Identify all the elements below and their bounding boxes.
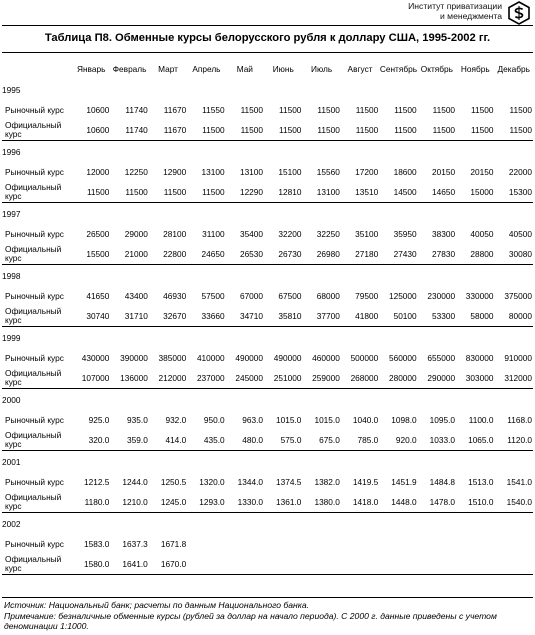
official-rate-cell: 11500 [264, 120, 302, 141]
official-rate-cell: 21000 [110, 244, 148, 265]
market-rate-label: Рыночный курс [5, 538, 64, 549]
year-row [2, 389, 533, 411]
official-rate-cell: 480.0 [226, 430, 264, 451]
market-rate-cell: 430000 [81, 353, 110, 363]
official-rate-row [2, 554, 533, 575]
market-rate-cell: 40050 [470, 229, 494, 239]
title-divider [2, 52, 533, 53]
month-header: Октябрь [420, 63, 453, 74]
official-rate-label: Официальный курс [2, 492, 72, 513]
market-rate-cell: 35400 [239, 229, 264, 239]
official-rate-cell: 359.0 [110, 430, 148, 451]
institute-name-line2: и менеджмента [439, 11, 502, 21]
table-title: Таблица П8. Обменные курсы белорусского рубля к доллару США, 1995-2002 гг. [44, 32, 491, 44]
market-rate-cell: 43400 [124, 291, 148, 301]
market-rate-cell [341, 534, 379, 554]
official-rate-cell: 212000 [149, 368, 187, 389]
market-rate-cell: 31100 [202, 229, 225, 239]
official-rate-cell: 1478.0 [418, 492, 456, 513]
market-rate-cell: 67500 [278, 291, 302, 301]
market-rate-label: Рыночный курс [5, 290, 64, 301]
methodology-note: Примечание: безналичные обменные курсы (рублей за доллар на начало периода). С 2000 г. данные приведены с учетом деноминации 1:1000. [4, 610, 497, 631]
official-rate-row [2, 430, 533, 451]
official-rate-cell: 136000 [110, 368, 148, 389]
month-header: Ноябрь [460, 63, 490, 74]
official-rate-cell: 11740 [110, 120, 148, 141]
official-rate-cell: 1580.0 [72, 554, 110, 575]
market-rate-cell: 57500 [201, 291, 225, 301]
official-rate-cell [456, 554, 494, 575]
official-rate-cell: 11500 [379, 120, 417, 141]
market-rate-cell [302, 534, 340, 554]
official-rate-cell: 26980 [302, 244, 340, 265]
market-rate-cell: 1100.0 [468, 415, 494, 425]
market-rate-cell: 38300 [431, 229, 456, 239]
year-label: 1997 [2, 208, 21, 219]
official-rate-cell [264, 554, 302, 575]
institute-logo-icon [507, 1, 531, 25]
market-rate-cell: 963.0 [242, 415, 264, 425]
official-rate-cell: 32670 [149, 306, 187, 327]
market-rate-cell: 12000 [86, 167, 110, 177]
market-rate-row [2, 410, 533, 430]
market-rate-cell: 11500 [317, 105, 340, 115]
official-rate-label: Официальный курс [2, 182, 72, 203]
official-rate-cell [418, 554, 456, 575]
official-rate-row [2, 182, 533, 203]
market-rate-cell: 10600 [86, 105, 110, 115]
official-rate-cell: 11500 [341, 120, 379, 141]
official-rate-cell: 1540.0 [494, 492, 533, 513]
official-rate-cell: 27830 [418, 244, 456, 265]
market-rate-cell: 11670 [163, 105, 187, 115]
market-rate-cell: 79500 [355, 291, 379, 301]
year-label: 1999 [2, 332, 21, 343]
official-rate-cell: 15500 [72, 244, 110, 265]
market-rate-row [2, 286, 533, 306]
market-rate-cell: 67000 [239, 291, 264, 301]
market-rate-cell: 12900 [163, 167, 187, 177]
official-rate-cell: 13510 [341, 182, 379, 203]
official-rate-cell: 435.0 [187, 430, 225, 451]
official-rate-cell: 37700 [302, 306, 340, 327]
month-header: Январь [76, 63, 106, 74]
official-rate-label: Официальный курс [2, 554, 72, 575]
market-rate-cell: 18600 [393, 167, 417, 177]
market-rate-cell [418, 534, 456, 554]
official-rate-label: Официальный курс [2, 244, 72, 265]
official-rate-cell: 414.0 [149, 430, 187, 451]
market-rate-cell: 385000 [158, 353, 187, 363]
year-row [2, 79, 533, 100]
market-rate-cell: 925.0 [88, 415, 110, 425]
official-rate-cell: 14500 [379, 182, 417, 203]
official-rate-cell: 30080 [494, 244, 533, 265]
market-rate-cell: 950.0 [203, 415, 225, 425]
year-row [2, 141, 533, 163]
market-rate-row [2, 162, 533, 182]
official-rate-row [2, 306, 533, 327]
market-rate-cell: 11500 [509, 105, 532, 115]
official-rate-cell: 26730 [264, 244, 302, 265]
market-rate-cell: 1671.8 [160, 539, 187, 549]
market-rate-cell: 1244.0 [122, 477, 148, 487]
year-label: 2002 [2, 518, 21, 529]
market-rate-label: Рыночный курс [5, 104, 64, 115]
official-rate-cell: 58000 [456, 306, 494, 327]
official-rate-cell: 1210.0 [110, 492, 148, 513]
market-rate-cell: 11500 [432, 105, 456, 115]
month-header: Декабрь [497, 63, 530, 74]
market-rate-cell: 1040.0 [352, 415, 379, 425]
official-rate-cell: 1641.0 [110, 554, 148, 575]
year-row [2, 265, 533, 287]
official-rate-cell: 245000 [226, 368, 264, 389]
official-rate-cell: 11500 [72, 182, 110, 203]
market-rate-label: Рыночный курс [5, 166, 64, 177]
market-rate-label: Рыночный курс [5, 414, 64, 425]
official-rate-cell: 15300 [494, 182, 533, 203]
market-rate-cell: 26500 [86, 229, 110, 239]
official-rate-cell: 24650 [187, 244, 225, 265]
official-rate-cell: 11500 [149, 182, 187, 203]
market-rate-cell: 1484.8 [429, 477, 456, 487]
official-rate-cell: 1418.0 [341, 492, 379, 513]
market-rate-cell: 1374.5 [276, 477, 302, 487]
market-rate-cell: 13100 [201, 167, 225, 177]
official-rate-cell: 11500 [110, 182, 148, 203]
market-rate-cell: 1095.0 [429, 415, 456, 425]
official-rate-cell: 15000 [456, 182, 494, 203]
official-rate-cell: 31710 [110, 306, 148, 327]
official-rate-cell: 312000 [494, 368, 533, 389]
market-rate-cell: 35950 [393, 229, 417, 239]
official-rate-cell: 11500 [418, 120, 456, 141]
market-rate-cell: 935.0 [127, 415, 148, 425]
official-rate-cell [302, 554, 340, 575]
official-rate-cell [494, 554, 533, 575]
month-header: Сентябрь [379, 63, 418, 74]
official-rate-cell: 675.0 [302, 430, 340, 451]
header-corner [2, 58, 72, 79]
market-rate-cell: 17200 [355, 167, 379, 177]
official-rate-cell: 33660 [187, 306, 225, 327]
official-rate-cell: 11670 [149, 120, 187, 141]
source-note: Источник: Национальный банк; расчеты по данным Национального банка. [4, 600, 309, 610]
official-rate-row [2, 368, 533, 389]
year-label: 2001 [2, 456, 21, 467]
market-rate-cell: 1015.0 [314, 415, 340, 425]
official-rate-cell: 11500 [187, 182, 225, 203]
market-rate-cell: 1513.0 [468, 477, 494, 487]
month-header: Май [236, 63, 253, 74]
market-rate-label: Рыночный курс [5, 352, 64, 363]
market-rate-cell: 35100 [355, 229, 379, 239]
footnotes [4, 600, 532, 632]
official-rate-label: Официальный курс [2, 120, 72, 141]
year-label: 1995 [2, 84, 21, 95]
market-rate-cell: 375000 [504, 291, 532, 301]
official-rate-cell: 575.0 [264, 430, 302, 451]
market-rate-cell: 1015.0 [276, 415, 302, 425]
month-header: Июль [311, 63, 333, 74]
market-rate-cell: 40500 [508, 229, 532, 239]
year-row [2, 513, 533, 535]
market-rate-cell: 330000 [465, 291, 494, 301]
market-rate-cell: 15560 [316, 167, 340, 177]
official-rate-cell: 107000 [72, 368, 110, 389]
year-label: 1998 [2, 270, 21, 281]
official-rate-cell: 27180 [341, 244, 379, 265]
market-rate-cell: 390000 [120, 353, 148, 363]
market-rate-cell: 32200 [278, 229, 302, 239]
year-label: 2000 [2, 394, 21, 405]
official-rate-cell: 1065.0 [456, 430, 494, 451]
official-rate-cell: 14650 [418, 182, 456, 203]
official-rate-cell: 28800 [456, 244, 494, 265]
official-rate-cell: 50100 [379, 306, 417, 327]
official-rate-cell: 1670.0 [149, 554, 187, 575]
institute-name [408, 1, 502, 21]
year-row [2, 451, 533, 473]
market-rate-row [2, 534, 533, 554]
market-rate-cell: 28100 [163, 229, 187, 239]
market-rate-cell: 830000 [465, 353, 494, 363]
official-rate-cell: 30740 [72, 306, 110, 327]
official-rate-cell: 280000 [379, 368, 417, 389]
official-rate-cell: 35810 [264, 306, 302, 327]
official-rate-cell: 13100 [302, 182, 340, 203]
official-rate-cell [341, 554, 379, 575]
market-rate-cell: 22000 [508, 167, 532, 177]
official-rate-cell: 11500 [456, 120, 494, 141]
market-rate-cell: 41650 [86, 291, 110, 301]
market-rate-cell: 11500 [278, 105, 302, 115]
market-rate-cell: 910000 [504, 353, 532, 363]
official-rate-cell: 11500 [226, 120, 264, 141]
official-rate-cell: 303000 [456, 368, 494, 389]
year-label: 1996 [2, 146, 21, 157]
market-rate-cell: 1637.3 [122, 539, 148, 549]
official-rate-cell [379, 554, 417, 575]
market-rate-cell: 125000 [388, 291, 417, 301]
month-header: Август [347, 63, 373, 74]
official-rate-label: Официальный курс [2, 430, 72, 451]
official-rate-cell: 1120.0 [494, 430, 533, 451]
market-rate-row [2, 472, 533, 492]
official-rate-cell: 1180.0 [72, 492, 110, 513]
official-rate-cell: 11500 [187, 120, 225, 141]
market-rate-cell: 1320.0 [199, 477, 225, 487]
market-rate-cell [264, 534, 302, 554]
market-rate-cell: 1250.5 [160, 477, 187, 487]
official-rate-cell: 26530 [226, 244, 264, 265]
market-rate-cell: 11500 [471, 105, 494, 115]
official-rate-cell: 12290 [226, 182, 264, 203]
official-rate-cell: 785.0 [341, 430, 379, 451]
market-rate-cell: 32250 [316, 229, 340, 239]
market-rate-cell: 20150 [470, 167, 494, 177]
market-rate-cell: 12250 [124, 167, 148, 177]
market-rate-cell: 1451.9 [391, 477, 417, 487]
year-row [2, 327, 533, 349]
market-rate-cell: 490000 [273, 353, 302, 363]
official-rate-row [2, 244, 533, 265]
official-rate-cell: 268000 [341, 368, 379, 389]
official-rate-cell: 920.0 [379, 430, 417, 451]
official-rate-cell: 1380.0 [302, 492, 340, 513]
market-rate-cell: 20150 [431, 167, 456, 177]
table-bottom-divider [2, 597, 533, 598]
market-rate-row [2, 100, 533, 120]
market-rate-cell: 11550 [202, 105, 225, 115]
official-rate-cell: 11500 [494, 120, 533, 141]
market-rate-cell: 46930 [163, 291, 187, 301]
market-rate-cell: 68000 [316, 291, 340, 301]
official-rate-cell [226, 554, 264, 575]
market-rate-cell [226, 534, 264, 554]
market-rate-cell: 1382.0 [314, 477, 340, 487]
market-rate-cell: 1583.0 [84, 539, 110, 549]
month-header: Апрель [192, 63, 221, 74]
official-rate-row [2, 120, 533, 141]
official-rate-cell: 259000 [302, 368, 340, 389]
official-rate-cell: 1245.0 [149, 492, 187, 513]
market-rate-cell: 655000 [427, 353, 456, 363]
market-rate-cell [379, 534, 417, 554]
official-rate-cell: 1510.0 [456, 492, 494, 513]
official-rate-cell: 80000 [494, 306, 533, 327]
market-rate-cell: 11500 [355, 105, 379, 115]
header-divider [2, 25, 533, 26]
official-rate-cell: 34710 [226, 306, 264, 327]
month-header: Июнь [272, 63, 294, 74]
official-rate-cell: 1293.0 [187, 492, 225, 513]
official-rate-label: Официальный курс [2, 368, 72, 389]
official-rate-cell: 11500 [302, 120, 340, 141]
market-rate-cell [456, 534, 494, 554]
market-rate-cell: 13100 [239, 167, 264, 177]
official-rate-label: Официальный курс [2, 306, 72, 327]
market-rate-cell: 1541.0 [506, 477, 532, 487]
official-rate-cell: 251000 [264, 368, 302, 389]
market-rate-cell [494, 534, 533, 554]
month-header-row [2, 58, 533, 79]
market-rate-cell: 490000 [235, 353, 264, 363]
exchange-rate-table [2, 58, 533, 575]
page-header [0, 0, 535, 24]
official-rate-cell: 1033.0 [418, 430, 456, 451]
market-rate-cell: 1344.0 [237, 477, 264, 487]
market-rate-cell [187, 534, 225, 554]
market-rate-cell: 230000 [427, 291, 456, 301]
market-rate-cell: 15100 [278, 167, 302, 177]
market-rate-cell: 29000 [124, 229, 148, 239]
market-rate-cell: 1212.5 [84, 477, 110, 487]
official-rate-cell: 1330.0 [226, 492, 264, 513]
official-rate-cell: 237000 [187, 368, 225, 389]
month-header: Март [158, 63, 178, 74]
official-rate-cell: 41800 [341, 306, 379, 327]
market-rate-cell: 1419.5 [352, 477, 379, 487]
market-rate-cell: 11740 [125, 105, 148, 115]
market-rate-row [2, 348, 533, 368]
month-header: Февраль [112, 63, 147, 74]
official-rate-cell: 320.0 [72, 430, 110, 451]
market-rate-cell: 460000 [312, 353, 340, 363]
market-rate-cell: 1168.0 [507, 415, 532, 425]
official-rate-cell: 12810 [264, 182, 302, 203]
official-rate-cell: 53300 [418, 306, 456, 327]
market-rate-cell: 500000 [350, 353, 379, 363]
market-rate-cell: 11500 [240, 105, 264, 115]
market-rate-cell: 560000 [388, 353, 417, 363]
market-rate-cell: 932.0 [165, 415, 187, 425]
official-rate-cell: 1361.0 [264, 492, 302, 513]
official-rate-cell: 1448.0 [379, 492, 417, 513]
market-rate-cell: 11500 [394, 105, 417, 115]
institute-name-line1: Институт приватизации [408, 1, 502, 11]
official-rate-cell: 10600 [72, 120, 110, 141]
official-rate-cell: 22800 [149, 244, 187, 265]
market-rate-row [2, 224, 533, 244]
market-rate-label: Рыночный курс [5, 476, 64, 487]
official-rate-cell: 27430 [379, 244, 417, 265]
market-rate-cell: 410000 [196, 353, 225, 363]
year-row [2, 203, 533, 225]
official-rate-cell: 290000 [418, 368, 456, 389]
market-rate-label: Рыночный курс [5, 228, 64, 239]
official-rate-row [2, 492, 533, 513]
official-rate-cell [187, 554, 225, 575]
market-rate-cell: 1098.0 [391, 415, 417, 425]
